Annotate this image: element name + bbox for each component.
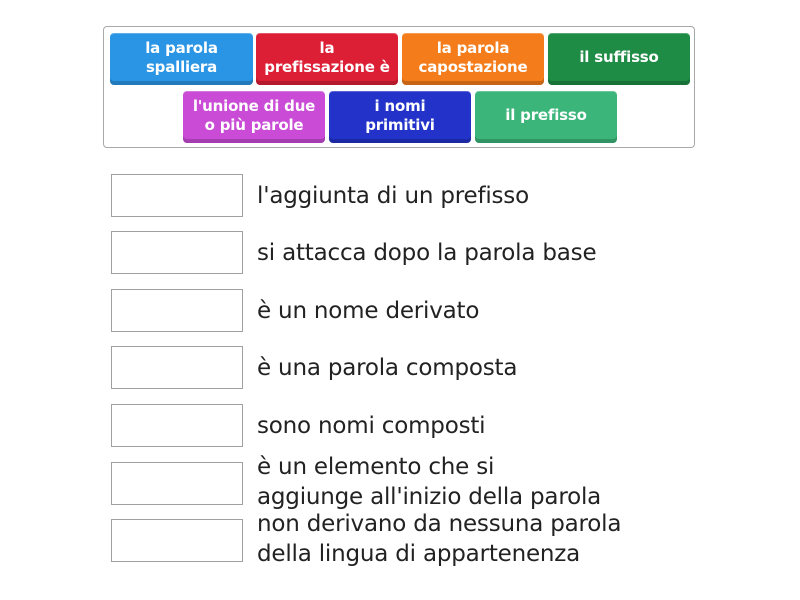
tile-label-line: l'unione di due	[192, 96, 316, 115]
tile-label-line: primitivi	[365, 115, 435, 134]
definition-text-line: della lingua di appartenenza	[257, 541, 581, 567]
tile-il-suffisso[interactable]	[548, 33, 690, 85]
tile-label-line: il prefisso	[505, 106, 587, 124]
tile-label-line: la	[319, 38, 335, 57]
drop-target-box[interactable]	[111, 519, 243, 562]
tile-l-unione-di-due-o-piu-parole[interactable]	[183, 91, 325, 143]
tile-bank	[103, 26, 695, 148]
tile-label-line: i nomi	[374, 96, 426, 115]
tile-label-line: il suffisso	[579, 48, 659, 66]
tile-la-prefissazione-e[interactable]	[256, 33, 398, 85]
definition-text: sono nomi composti	[257, 412, 486, 439]
drop-target-box[interactable]	[111, 462, 243, 505]
definition-text-line: non derivano da nessuna parola	[257, 511, 622, 537]
tile-label-line: capostazione	[418, 57, 528, 76]
tile-la-parola-capostazione[interactable]	[402, 33, 544, 85]
definition-text-line: aggiunge all'inizio della parola	[257, 484, 602, 510]
drop-target-box[interactable]	[111, 174, 243, 217]
answer-row	[111, 346, 711, 390]
tile-la-parola-spalliera[interactable]	[110, 33, 253, 85]
drop-target-box[interactable]	[111, 231, 243, 274]
tile-label-line: spalliera	[145, 57, 218, 76]
tile-label-line: prefissazione è	[264, 57, 390, 76]
tile-il-prefisso[interactable]	[475, 91, 617, 143]
definition-text	[257, 452, 697, 514]
answer-row	[111, 231, 711, 275]
definition-text: è un nome derivato	[257, 297, 480, 324]
tile-label-line: o più parole	[204, 115, 304, 134]
drop-target-box[interactable]	[111, 289, 243, 332]
tile-label-line: la parola	[436, 38, 510, 57]
answer-row	[111, 404, 711, 448]
answer-row	[111, 174, 711, 218]
answer-row	[111, 511, 711, 567]
tile-label-line: la parola	[145, 38, 218, 57]
answer-row	[111, 289, 711, 333]
drop-target-box[interactable]	[111, 346, 243, 389]
definition-text: l'aggiunta di un prefisso	[257, 182, 529, 209]
tile-i-nomi-primitivi[interactable]	[329, 91, 471, 143]
definition-text-line: è un elemento che si	[257, 454, 495, 480]
drop-target-box[interactable]	[111, 404, 243, 447]
definition-text: è una parola composta	[257, 354, 518, 381]
definition-text: si attacca dopo la parola base	[257, 239, 597, 266]
answer-row	[111, 454, 711, 510]
definition-text	[257, 509, 697, 571]
